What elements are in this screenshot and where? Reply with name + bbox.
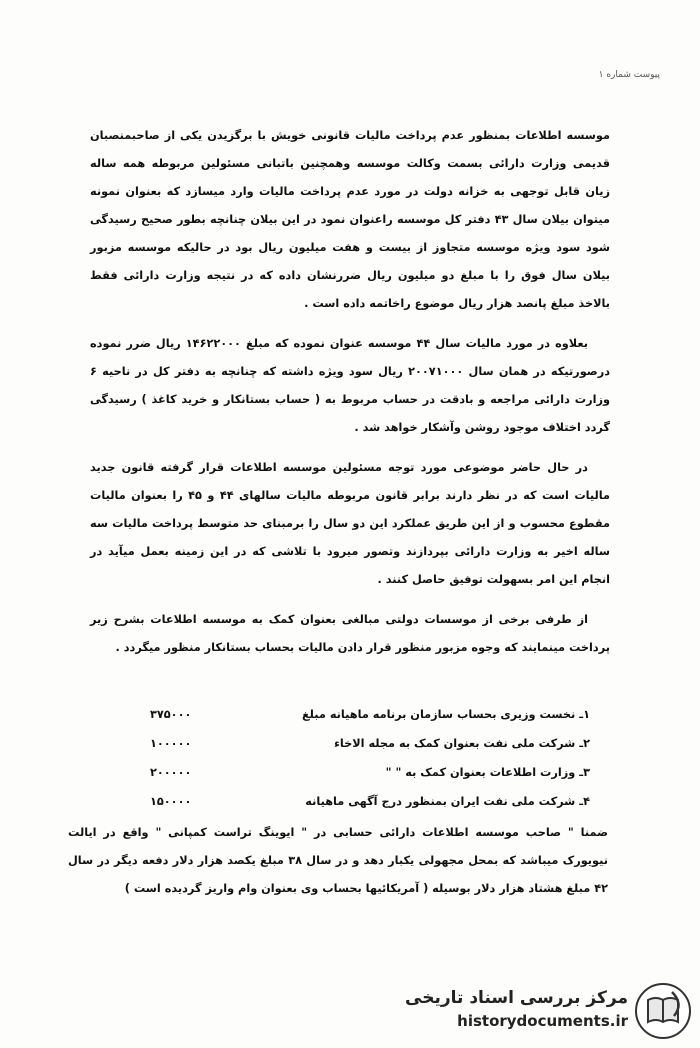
- payment-amount: ۱۰۰۰۰۰: [150, 737, 192, 750]
- footer-paragraph: ضمنا " صاحب موسسه اطلاعات دارائی حسابی در " ایوینگ تراست کمپانی " واقع در ایالت نیویورک میباشد که بمحل مجهولی یکبار دهد و در سال ۳۸ مبلغ یکصد هزار دلار دفعه دیگر در سال ۴۲ مبلغ هشتاد هزار دلار بوسیله ( آمریکائیها بحساب وی بعنوان وام واریز گردیده است ): [68, 826, 608, 896]
- payment-amount: ۳۷۵۰۰۰: [150, 708, 192, 721]
- book-scroll-logo-icon: [634, 982, 692, 1040]
- paragraph-4: از طرفی برخی از موسسات دولتی مبالغی بعنوان کمک به موسسه اطلاعات بشرح زیر پرداخت مینمایند که وجوه مزبور منظور قرار دادن مالیات بحساب بستانکار منظور میگردد .: [90, 613, 610, 654]
- payment-label: ۲ـ شرکت ملی نفت بعنوان کمک به مجله الاخاء: [334, 737, 590, 750]
- watermark-text-en: historydocuments.ir: [457, 1012, 628, 1030]
- list-item: [150, 700, 590, 729]
- paragraph-1: موسسه اطلاعات بمنظور عدم پرداخت مالیات قانونی خویش با برگزیدن یکی از صاحبمنصبان قدیمی وزارت دارائی بسمت وکالت موسسه وهمچنین باتبانی مسئولین مربوطه همه ساله زیان قابل توجهی به خزانه دولت در مورد عدم پرداخت مالیات وارد میسازد که بعنوان نمونه میتوان بیلان سال ۴۳ دفتر کل موسسه راعنوان نمود در این بیلان چنانچه بطور صحیح رسیدگی شود سود ویژه موسسه متجاوز از بیست و هفت میلیون ریال بود در حالیکه موسسه مزبور بیلان سال فوق را با مبلغ دو میلیون ریال ضررنشان داده که در نتیجه وزارت دارائی فقط بالاخذ مبلغ پانصد هزار ریال موضوع راخاتمه داده است .: [90, 129, 610, 310]
- list-item: [150, 758, 590, 787]
- watermark: [402, 982, 692, 1040]
- paragraph-3: در حال حاضر موضوعی مورد توجه مسئولین موسسه اطلاعات قرار گرفته قانون جدید مالیات است که در نظر دارند برابر قانون مربوطه مالیات سالهای ۴۴ و ۴۵ را بعنوان مالیات مقطوع محسوب و از این طریق عملکرد این دو سال را برمبنای حد متوسط پرداخت مالیات سه ساله اخیر به وزارت دارائی بپردازند وتصور میرود با تلاشی که در این زمینه بعمل میآید در انجام این امر بسهولت توفیق حاصل کنند .: [90, 461, 611, 586]
- document-body: [90, 122, 610, 662]
- list-item: [150, 729, 590, 758]
- payment-label: ۴ـ شرکت ملی نفت ایران بمنظور درج آگهی ماهیانه: [305, 795, 590, 808]
- paragraph-2: بعلاوه در مورد مالیات سال ۴۴ موسسه عنوان نموده که مبلغ ۱۴۶۲۲۰۰۰ ریال ضرر نموده درصورتیکه در همان سال ۲۰۰۷۱۰۰۰ ریال سود ویژه داشته که چنانچه به دفتر کل در ناحیه ۶ وزارت دارائی مراجعه و بادقت در حساب مربوط به ( حساب بستانکار و خرید کاغذ ) رسیدگی گردد اختلاف موجود روشن وآشکار خواهد شد .: [90, 337, 610, 434]
- watermark-text-fa: مرکز بررسی اسناد تاریخی: [405, 988, 628, 1008]
- payment-label: ۱ـ نخست وزیری بحساب سازمان برنامه ماهیانه مبلغ: [301, 708, 590, 721]
- list-item: [150, 787, 590, 816]
- payments-list: [150, 700, 590, 816]
- payment-amount: ۲۰۰۰۰۰: [150, 766, 192, 779]
- payment-label: ۳ـ وزارت اطلاعات بعنوان کمک به " ": [385, 766, 590, 779]
- payment-amount: ۱۵۰۰۰۰: [150, 795, 192, 808]
- corner-mark: پیوست شماره ۱: [598, 70, 660, 80]
